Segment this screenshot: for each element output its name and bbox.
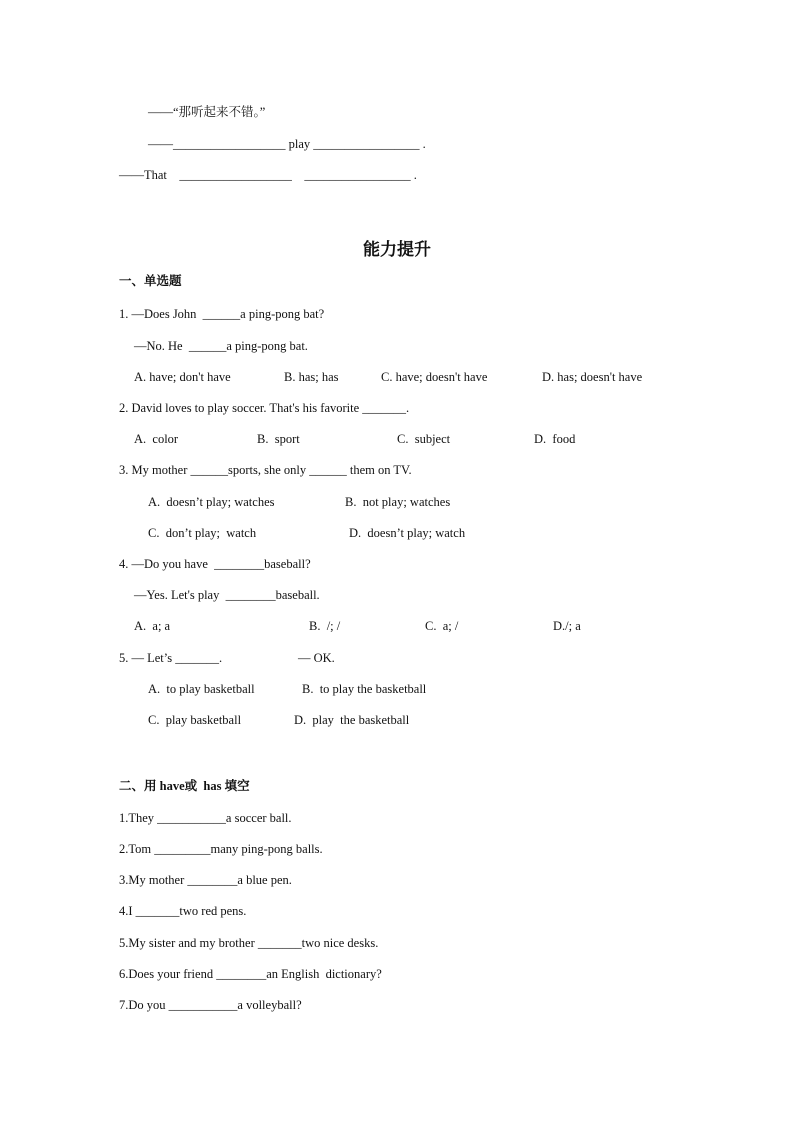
q2-option-d: D. food: [534, 432, 576, 446]
q5-option-b: B. to play the basketball: [302, 682, 427, 696]
q3-option-c: C. don’t play; watch: [148, 526, 257, 540]
q4-stem2: —Yes. Let's play ________baseball.: [134, 588, 320, 602]
q2-stem: 2. David loves to play soccer. That's his favorite _______.: [119, 401, 410, 415]
q5-option-c: C. play basketball: [148, 713, 242, 727]
part1-heading: 一、单选题: [119, 274, 182, 288]
fill-item-7: 7.Do you ___________a volleyball?: [119, 998, 302, 1012]
fill-item-2: 2.Tom _________many ping-pong balls.: [119, 842, 323, 856]
q3-option-a: A. doesn’t play; watches: [148, 495, 275, 509]
dialogue-line-1: ——“那听起来不错。”: [148, 105, 266, 119]
fill-item-5: 5.My sister and my brother _______two nice desks.: [119, 936, 379, 950]
q1-stem2: —No. He ______a ping-pong bat.: [134, 339, 308, 353]
fill-item-6: 6.Does your friend ________an English dictionary?: [119, 967, 382, 981]
q4-option-d: D./; a: [553, 619, 581, 633]
section-title: 能力提升: [363, 240, 431, 259]
q2-option-b: B. sport: [257, 432, 300, 446]
q1-option-b: B. has; has: [284, 370, 339, 384]
q4-stem: 4. —Do you have ________baseball?: [119, 557, 311, 571]
q3-option-d: D. doesn’t play; watch: [349, 526, 466, 540]
fill-item-4: 4.I _______two red pens.: [119, 904, 247, 918]
q1-stem: 1. —Does John ______a ping-pong bat?: [119, 307, 325, 321]
q1-option-a: A. have; don't have: [134, 370, 231, 384]
part2-heading: 二、用 have或 has 填空: [119, 779, 250, 793]
q3-option-b: B. not play; watches: [345, 495, 451, 509]
q3-stem: 3. My mother ______sports, she only ______ them on TV.: [119, 463, 412, 477]
fill-item-1: 1.They ___________a soccer ball.: [119, 811, 292, 825]
q1-option-c: C. have; doesn't have: [381, 370, 488, 384]
dialogue-line-2: ——__________________ play _________________ .: [148, 137, 426, 151]
q5-option-a: A. to play basketball: [148, 682, 255, 696]
fill-item-3: 3.My mother ________a blue pen.: [119, 873, 292, 887]
q1-option-d: D. has; doesn't have: [542, 370, 643, 384]
q4-option-b: B. /; /: [309, 619, 341, 633]
q2-option-c: C. subject: [397, 432, 451, 446]
q2-option-a: A. color: [134, 432, 179, 446]
q5-option-d: D. play the basketball: [294, 713, 410, 727]
q5-reply: — OK.: [298, 651, 335, 665]
dialogue-line-3: ——That __________________ _________________ .: [119, 168, 417, 182]
q5-stem: 5. — Let’s _______.: [119, 651, 223, 665]
q4-option-c: C. a; /: [425, 619, 459, 633]
q4-option-a: A. a; a: [134, 619, 171, 633]
